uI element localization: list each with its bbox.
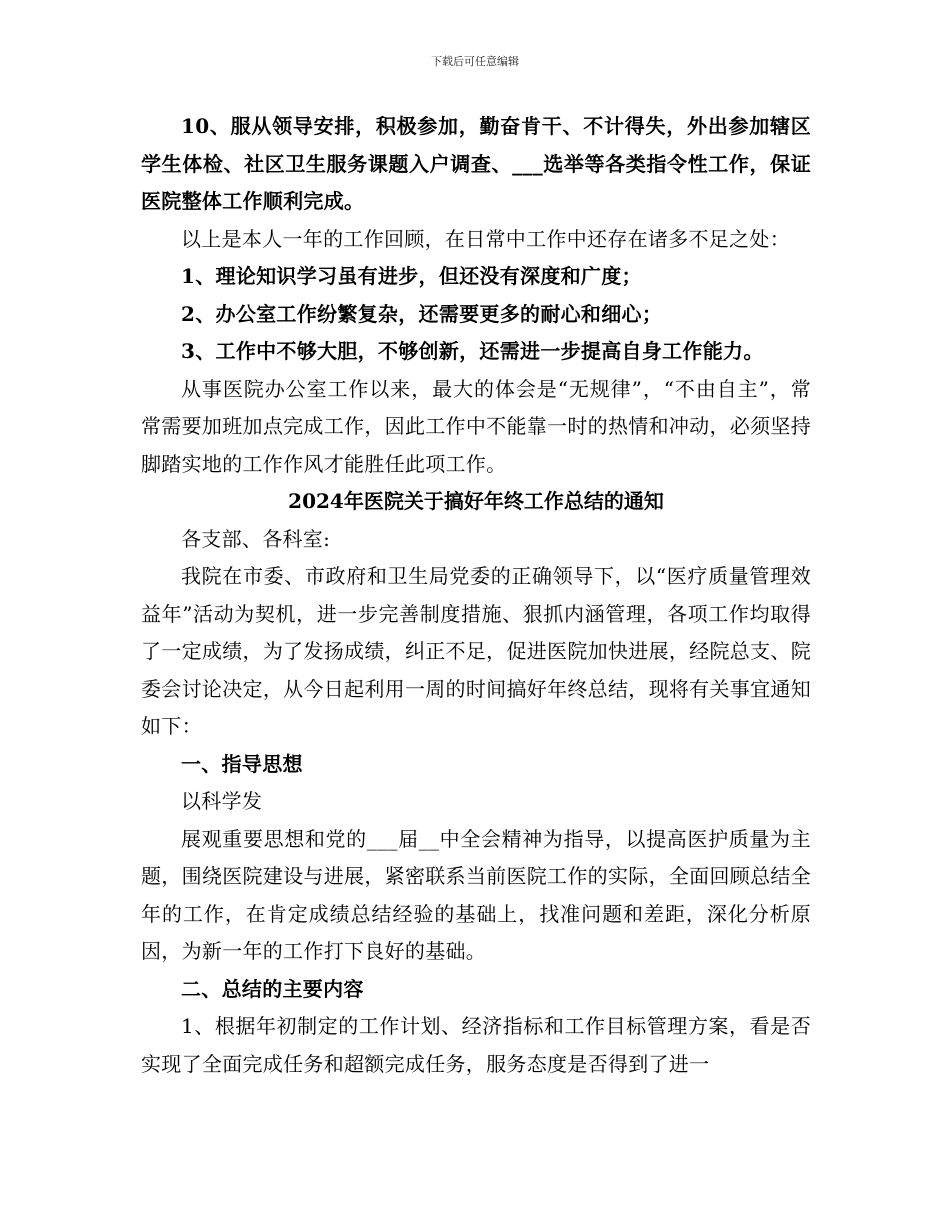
- page-header: 下载后可任意编辑: [431, 55, 519, 68]
- document-body: [141, 108, 811, 1083]
- section1-body: 展观重要思想和党的___届__中全会精神为指导，以提高医护质量为主题，围绕医院建设与进展，紧密联系当前医院工作的实际，全面回顾总结全年的工作，在肯定成绩总结经验的基础上，找准问题和差距，深化分析原因，为新一年的工作打下良好的基础。: [141, 826, 811, 963]
- paragraph-experience: 从事医院办公室工作以来，最大的体会是“无规律”，“不由自主”，常常需要加班加点完成工作，因此工作中不能靠一时的热情和冲动，必须坚持脚踏实地的工作作风才能胜任此项工作。: [141, 376, 811, 476]
- shortcoming-item-3: 3、工作中不够大胆，不够创新，还需进一步提高自身工作能力。: [181, 339, 764, 363]
- notice-title: 2024年医院关于搞好年终工作总结的通知: [288, 489, 664, 513]
- shortcoming-item-2: 2、办公室工作纷繁复杂，还需要更多的耐心和细心；: [181, 301, 663, 326]
- shortcoming-item-1: 1、理论知识学习虽有进步，但还没有深度和广度；: [181, 264, 642, 288]
- paragraph-review: 以上是本人一年的工作回顾，在日常中工作中还存在诸多不足之处：: [181, 226, 790, 251]
- section-heading-guiding-ideology: 一、指导思想: [181, 751, 303, 776]
- section-heading-main-content: 二、总结的主要内容: [181, 976, 364, 1001]
- section1-first-line: 以科学发: [181, 789, 263, 813]
- paragraph-item-10: 10、服从领导安排，积极参加，勤奋肯干、不计得失，外出参加辖区学生体检、社区卫生服务课题入户调查、___选举等各类指令性工作，保证医院整体工作顺利完成。: [141, 114, 811, 213]
- notice-intro: 我院在市委、市政府和卫生局党委的正确领导下，以“医疗质量管理效益年”活动为契机，进一步完善制度措施、狠抓内涵管理，各项工作均取得了一定成绩，为了发扬成绩，纠正不足，促进医院加快进展，经院总支、院委会讨论决定，从今日起利用一周的时间搞好年终总结，现将有关事宜通知如下：: [141, 564, 811, 738]
- notice-salutation: 各支部、各科室:: [181, 526, 331, 551]
- section2-item-1: 1、根据年初制定的工作计划、经济指标和工作目标管理方案，看是否实现了全面完成任务和超额完成任务，服务态度是否得到了进一: [141, 1014, 811, 1076]
